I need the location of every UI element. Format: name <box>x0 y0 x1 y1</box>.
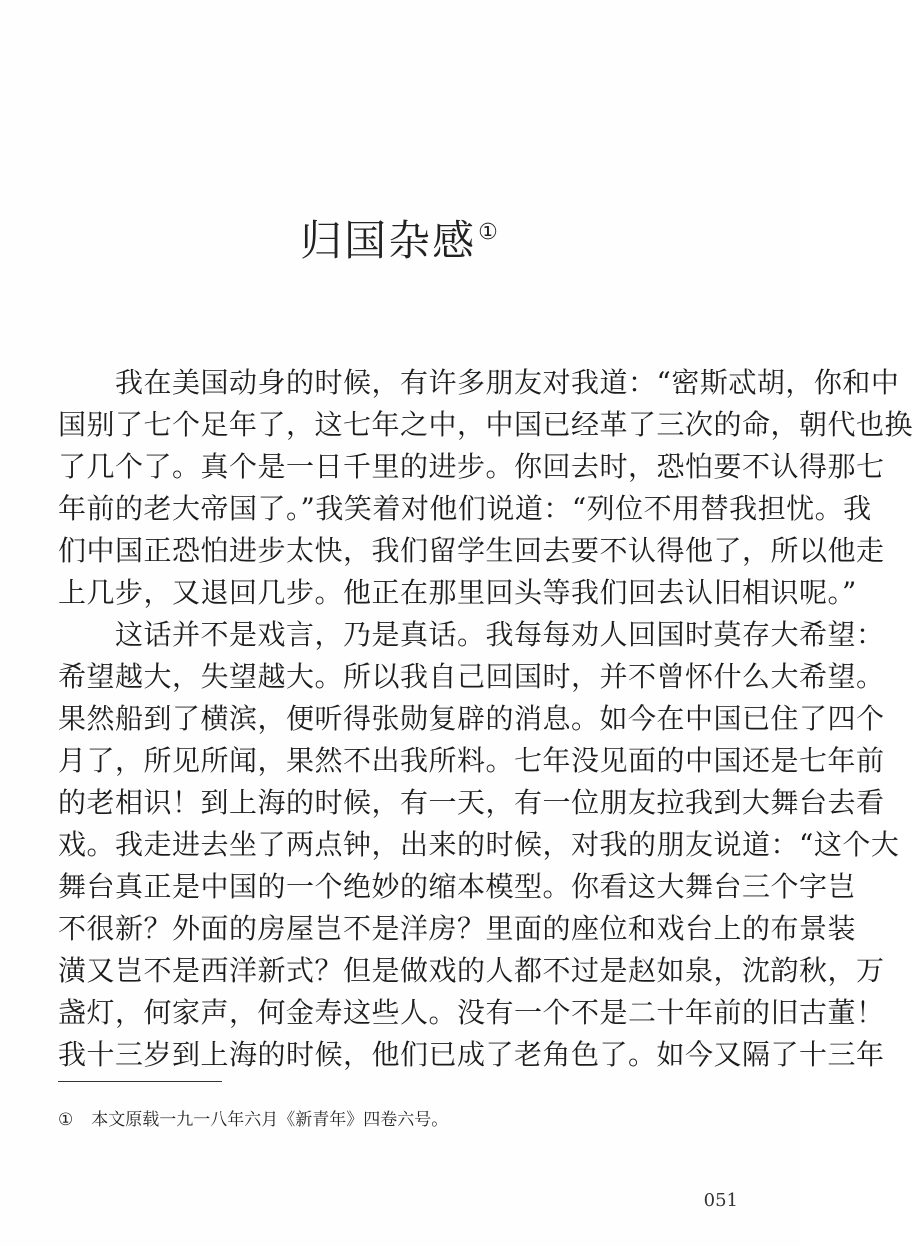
text-line: 年前的老大帝国了。”我笑着对他们说道：“列位不用替我担忧。我 <box>58 492 872 525</box>
body-text <box>58 362 913 1076</box>
text-line: 月了，所见所闻，果然不出我所料。七年没见面的中国还是七年前 <box>58 744 885 777</box>
text-line: 上几步，又退回几步。他正在那里回头等我们回去认旧相识呢。” <box>58 576 857 609</box>
text-line: 国别了七个足年了，这七年之中，中国已经革了三次的命，朝代也换 <box>58 408 913 441</box>
text-line: 果然船到了横滨，便听得张勋复辟的消息。如今在中国已住了四个 <box>58 702 885 735</box>
footnote <box>58 1105 448 1130</box>
text-line: 我十三岁到上海的时候，他们已成了老角色了。如今又隔了十三年 <box>58 1038 885 1071</box>
text-line: 舞台真正是中国的一个绝妙的缩本模型。你看这大舞台三个字岂 <box>58 870 857 903</box>
title-footnote-mark: ① <box>478 220 500 245</box>
text-line: 盏灯，何家声，何金寿这些人。没有一个不是二十年前的旧古董！ <box>58 996 885 1029</box>
footnote-divider <box>58 1081 222 1082</box>
text-line: 潢又岂不是西洋新式？但是做戏的人都不过是赵如泉，沈韵秋，万 <box>58 954 885 987</box>
text-line: 不很新？外面的房屋岂不是洋房？里面的座位和戏台上的布景装 <box>58 912 857 945</box>
chapter-title-text: 归国杂感 <box>300 216 477 265</box>
text-line: 我在美国动身的时候，有许多朋友对我道：“密斯忒胡，你和中 <box>58 366 900 399</box>
footnote-text: 本文原载一九一八年六月《新青年》四卷六号。 <box>91 1110 449 1130</box>
text-line: 这话并不是戏言，乃是真话。我每每劝人回国时莫存大希望： <box>58 618 885 651</box>
footnote-mark: ① <box>58 1110 74 1130</box>
text-line: 们中国正恐怕进步太快，我们留学生回去要不认得他了，所以他走 <box>58 534 885 567</box>
text-line: 希望越大，失望越大。所以我自己回国时，并不曾怀什么大希望。 <box>58 660 885 693</box>
text-line: 了几个了。真个是一日千里的进步。你回去时，恐怕要不认得那七 <box>58 450 885 483</box>
text-line: 戏。我走进去坐了两点钟，出来的时候，对我的朋友说道：“这个大 <box>58 828 900 861</box>
page-number: 051 <box>703 1190 738 1211</box>
text-line: 的老相识！到上海的时候，有一天，有一位朋友拉我到大舞台去看 <box>58 786 885 819</box>
chapter-title <box>0 208 800 268</box>
